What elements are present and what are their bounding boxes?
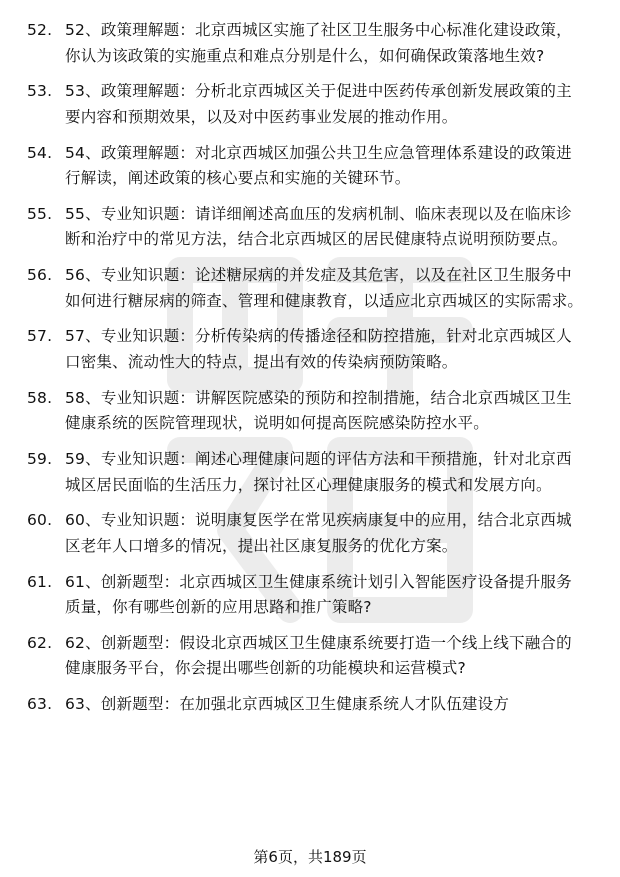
list-item (0, 141, 620, 192)
item-number: 63. (27, 695, 53, 714)
list-item (0, 692, 620, 718)
list-item (0, 263, 620, 314)
item-number: 56. (27, 266, 53, 285)
item-text: 60、专业知识题：说明康复医学在常见疾病康复中的应用，结合北京西城区老年人口增多的情况，提出社区康复服务的优化方案。 (65, 511, 572, 555)
list-item (0, 570, 620, 621)
item-text: 56、专业知识题：论述糖尿病的并发症及其危害，以及在社区卫生服务中如何进行糖尿病的筛查、管理和健康教育，以适应北京西城区的实际需求。 (65, 266, 584, 310)
item-number: 60. (27, 511, 53, 530)
item-text: 62、创新题型：假设北京西城区卫生健康系统要打造一个线上线下融合的健康服务平台，你会提出哪些创新的功能模块和运营模式? (65, 633, 572, 678)
item-number: 61. (27, 572, 53, 591)
item-text: 53、政策理解题：分析北京西城区关于促进中医药传承创新发展政策的主要内容和预期效果，以及对中医药事业发展的推动作用。 (65, 82, 572, 126)
item-number: 55. (27, 204, 53, 223)
item-number: 57. (27, 327, 53, 346)
item-text: 58、专业知识题：讲解医院感染的预防和控制措施，结合北京西城区卫生健康系统的医院管理现状，说明如何提高医院感染防控水平。 (65, 388, 572, 433)
list-item (0, 631, 620, 682)
page-footer: 第6页，共189页 (253, 848, 367, 866)
item-number: 54. (27, 143, 53, 162)
item-text: 61、创新题型：北京西城区卫生健康系统计划引入智能医疗设备提升服务质量，你有哪些创新的应用思路和推广策略? (65, 572, 572, 617)
list-item (0, 447, 620, 498)
item-number: 59. (27, 450, 53, 469)
list-item (0, 508, 620, 559)
list-item (0, 202, 620, 253)
item-text: 57、专业知识题：分析传染病的传播途径和防控措施，针对北京西城区人口密集、流动性大的特点，提出有效的传染病预防策略。 (65, 327, 572, 371)
item-number: 58. (27, 388, 53, 407)
list-item (0, 324, 620, 375)
question-list (0, 18, 620, 728)
list-item (0, 386, 620, 437)
item-text: 52、政策理解题：北京西城区实施了社区卫生服务中心标准化建设政策，你认为该政策的实施重点和难点分别是什么，如何确保政策落地生效? (65, 21, 572, 65)
list-item (0, 79, 620, 130)
list-item (0, 18, 620, 69)
item-number: 53. (27, 82, 53, 101)
item-number: 52. (27, 21, 53, 39)
item-text: 63、创新题型：在加强北京西城区卫生健康系统人才队伍建设方 (65, 695, 510, 714)
item-text: 54、政策理解题：对北京西城区加强公共卫生应急管理体系建设的政策进行解读，阐述政策的核心要点和实施的关键环节。 (65, 143, 572, 188)
item-text: 59、专业知识题：阐述心理健康问题的评估方法和干预措施，针对北京西城区居民面临的生活压力，探讨社区心理健康服务的模式和发展方向。 (65, 450, 572, 494)
item-number: 62. (27, 633, 53, 652)
item-text: 55、专业知识题：请详细阐述高血压的发病机制、临床表现以及在临床诊断和治疗中的常见方法，结合北京西城区的居民健康特点说明预防要点。 (65, 204, 572, 249)
